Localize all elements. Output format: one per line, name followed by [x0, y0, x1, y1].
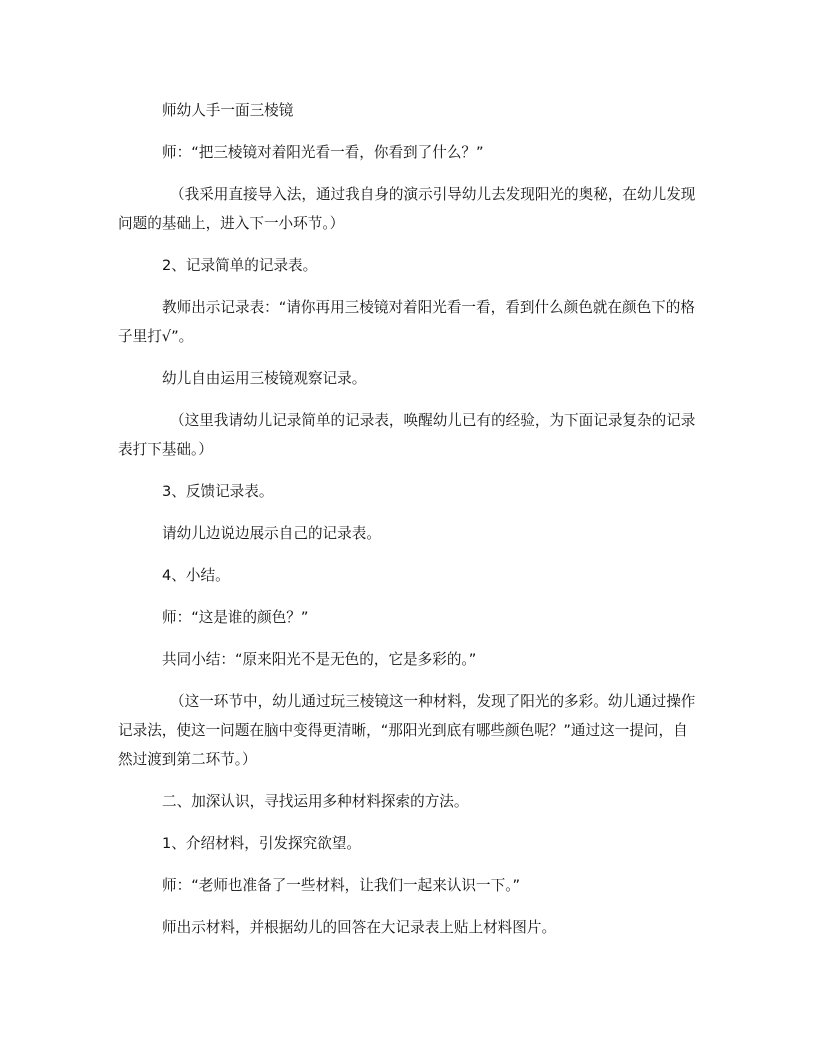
paragraph-8: 3、反馈记录表。 — [162, 483, 274, 500]
paragraph-17: 师出示材料，并根据幼儿的回答在大记录表上贴上材料图片。 — [162, 919, 557, 936]
paragraph-13: （这一环节中，幼儿通过玩三棱镜这一种材料，发现了阳光的多彩。幼儿通过操作记录法，使这一问题在脑中变得更清晰，“那阳光到底有哪些颜色呢？”通过这一提问，自然过渡到第二环节。） — [118, 693, 696, 768]
paragraph-5: 教师出示记录表：“请你再用三棱镜对着阳光看一看，看到什么颜色就在颜色下的格子里打√”。 — [118, 299, 695, 345]
paragraph-16: 师：“老师也准备了一些材料，让我们一起来认识一下。” — [162, 877, 521, 894]
paragraph-9: 请幼儿边说边展示自己的记录表。 — [162, 525, 381, 542]
paragraph-2: 师：“把三棱镜对着阳光看一看，你看到了什么？” — [162, 144, 484, 161]
paragraph-10: 4、小结。 — [162, 567, 230, 584]
paragraph-1: 师幼人手一面三棱镜 — [162, 102, 294, 119]
paragraph-14: 二、加深认识，寻找运用多种材料探索的方法。 — [162, 793, 469, 810]
paragraph-4: 2、记录简单的记录表。 — [162, 257, 318, 274]
document-body — [118, 96, 698, 955]
paragraph-7: （这里我请幼儿记录简单的记录表，唤醒幼儿已有的经验，为下面记录复杂的记录表打下基础。） — [118, 412, 696, 458]
paragraph-15: 1、介绍材料，引发探究欲望。 — [162, 835, 362, 852]
paragraph-12: 共同小结：“原来阳光不是无色的，它是多彩的。” — [162, 651, 477, 668]
paragraph-11: 师：“这是谁的颜色？” — [162, 609, 309, 626]
paragraph-3: （我采用直接导入法，通过我自身的演示引导幼儿去发现阳光的奥秘，在幼儿发现问题的基础上，进入下一小环节。） — [118, 186, 696, 232]
paragraph-6: 幼儿自由运用三棱镜观察记录。 — [162, 370, 367, 387]
